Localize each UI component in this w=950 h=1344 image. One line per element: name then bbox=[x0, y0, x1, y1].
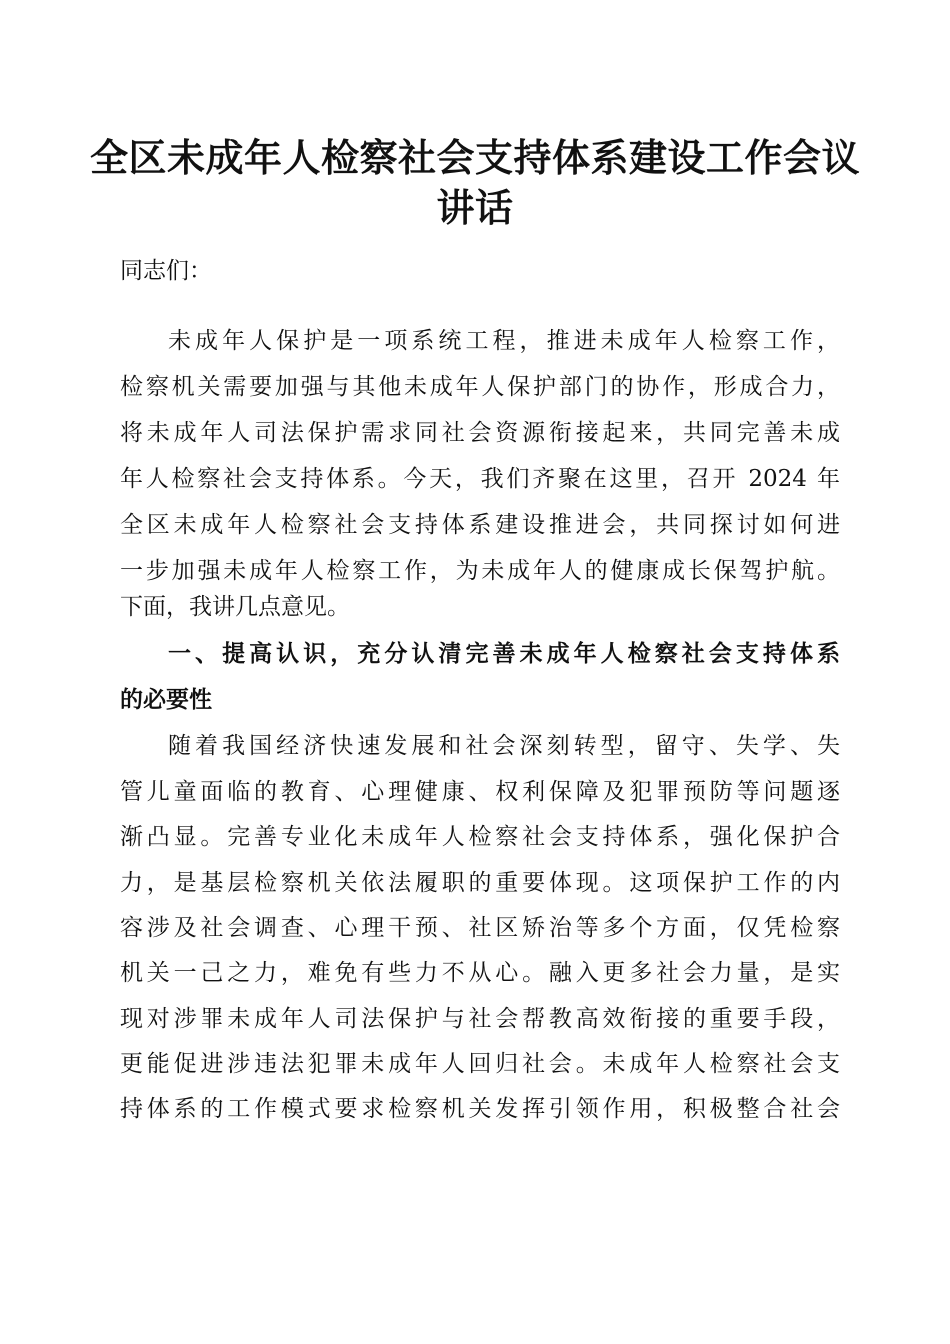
section-heading-1: 的必要性 bbox=[120, 687, 212, 713]
paragraph-1-line: 检察机关需要加强与其他未成年人保护部门的协作，形成合力， bbox=[120, 374, 840, 400]
paragraph-1-line: 全区未成年人检察社会支持体系建设推进会，共同探讨如何进 bbox=[120, 512, 840, 538]
paragraph-2-line: 力，是基层检察机关依法履职的重要体现。这项保护工作的内 bbox=[120, 870, 840, 896]
document-title-line-1: 全区未成年人检察社会支持体系建设工作会议 bbox=[89, 135, 860, 180]
paragraph-2-line: 现对涉罪未成年人司法保护与社会帮教高效衔接的重要手段， bbox=[120, 1006, 840, 1032]
paragraph-1-line: 未成年人保护是一项系统工程，推进未成年人检察工作， bbox=[168, 328, 840, 354]
paragraph-2-line: 随着我国经济快速发展和社会深刻转型，留守、失学、失 bbox=[168, 733, 840, 759]
paragraph-1-line: 将未成年人司法保护需求同社会资源衔接起来，共同完善未成 bbox=[120, 420, 840, 446]
paragraph-2-line: 持体系的工作模式要求检察机关发挥引领作用，积极整合社会 bbox=[120, 1096, 840, 1122]
paragraph-1-line: 下面，我讲几点意见。 bbox=[120, 594, 350, 620]
document-title-line-2: 讲话 bbox=[436, 185, 514, 230]
paragraph-1-line: 一步加强未成年人检察工作，为未成年人的健康成长保驾护航。 bbox=[120, 558, 840, 584]
salutation: 同志们： bbox=[120, 258, 212, 284]
paragraph-2-line: 容涉及社会调查、心理干预、社区矫治等多个方面，仅凭检察 bbox=[120, 915, 840, 941]
paragraph-1-line: 年人检察社会支持体系。今天，我们齐聚在这里，召开 2024 年 bbox=[120, 466, 840, 492]
paragraph-2-line: 机关一己之力，难免有些力不从心。融入更多社会力量，是实 bbox=[120, 960, 840, 986]
paragraph-2-line: 管儿童面临的教育、心理健康、权利保障及犯罪预防等问题逐 bbox=[120, 779, 840, 805]
paragraph-2-line: 更能促进涉违法犯罪未成年人回归社会。未成年人检察社会支 bbox=[120, 1051, 840, 1077]
paragraph-2-line: 渐凸显。完善专业化未成年人检察社会支持体系，强化保护合 bbox=[120, 824, 840, 850]
section-heading-1: 一、提高认识，充分认清完善未成年人检察社会支持体系 bbox=[168, 641, 840, 667]
